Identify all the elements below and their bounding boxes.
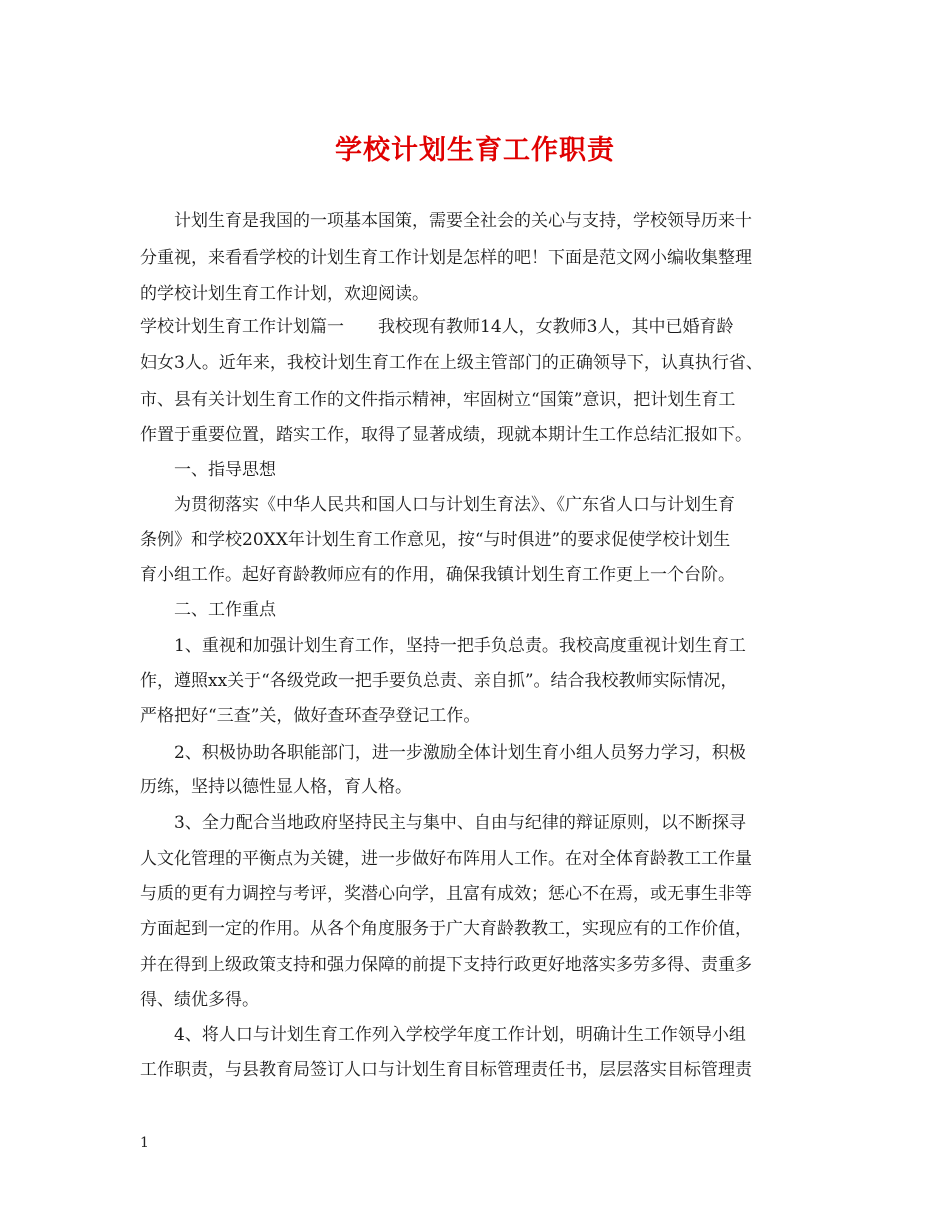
text-line: 2、积极协助各职能部门，进一步激励全体计划生育小组人员努力学习，积极 [140, 743, 746, 763]
text-line: 1、重视和加强计划生育工作，坚持一把手负总责。我校高度重视计划生育工 [140, 636, 746, 656]
text-line: 4、将人口与计划生育工作列入学校学年度工作计划，明确计生工作领导小组 [140, 1025, 746, 1045]
text-line: 作，遵照xx关于“各级党政一把手要负总责、亲自抓”。结合我校教师实际情况， [140, 671, 738, 691]
text-line: 与质的更有力调控与考评，奖潜心向学，且富有成效；惩心不在焉，或无事生非等 [140, 884, 752, 904]
text-line: 市、县有关计划生育工作的文件指示精神，牢固树立“国策”意识，把计划生育工 [140, 390, 736, 410]
text-line: 并在得到上级政策支持和强力保障的前提下支持行政更好地落实多劳多得、责重多 [140, 955, 752, 975]
text-line: 的学校计划生育工作计划，欢迎阅读。 [140, 284, 429, 304]
section-heading: 二、工作重点 [140, 600, 276, 620]
text-line: 历练，坚持以德性显人格，育人格。 [140, 777, 412, 797]
section-heading: 一、指导思想 [140, 460, 276, 480]
text-line: 学校计划生育工作计划篇一 我校现有教师14人，女教师3人，其中已婚育龄 [140, 317, 734, 337]
text-line: 得、绩优多得。 [140, 990, 259, 1010]
text-line: 分重视，来看看学校的计划生育工作计划是怎样的吧！下面是范文网小编收集整理 [140, 248, 752, 268]
text-line: 严格把好“三查”关，做好查环查孕登记工作。 [140, 706, 481, 726]
text-line: 方面起到一定的作用。从各个角度服务于广大育龄教教工，实现应有的工作价值， [140, 919, 752, 939]
text-line: 妇女3人。近年来，我校计划生育工作在上级主管部门的正确领导下，认真执行省、 [140, 353, 763, 373]
text-line: 为贯彻落实《中华人民共和国人口与计划生育法》、《广东省人口与计划生育 [140, 495, 735, 515]
text-line: 3、全力配合当地政府坚持民主与集中、自由与纪律的辩证原则，以不断探寻 [140, 813, 746, 833]
page-number: 1 [140, 1135, 149, 1151]
text-line: 条例》和学校20XX年计划生育工作意见，按“与时俱进”的要求促使学校计划生 [140, 530, 731, 550]
text-line: 工作职责，与县教育局签订人口与计划生育目标管理责任书，层层落实目标管理责 [140, 1060, 752, 1080]
text-line: 作置于重要位置，踏实工作，取得了显著成绩，现就本期计生工作总结汇报如下。 [140, 425, 752, 445]
text-line: 计划生育是我国的一项基本国策，需要全社会的关心与支持，学校领导历来十 [140, 211, 752, 231]
document-title: 学校计划生育工作职责 [335, 135, 615, 166]
text-line: 育小组工作。起好育龄教师应有的作用，确保我镇计划生育工作更上一个台阶。 [140, 565, 735, 585]
text-line: 人文化管理的平衡点为关键，进一步做好布阵用人工作。在对全体育龄教工工作量 [140, 849, 752, 869]
